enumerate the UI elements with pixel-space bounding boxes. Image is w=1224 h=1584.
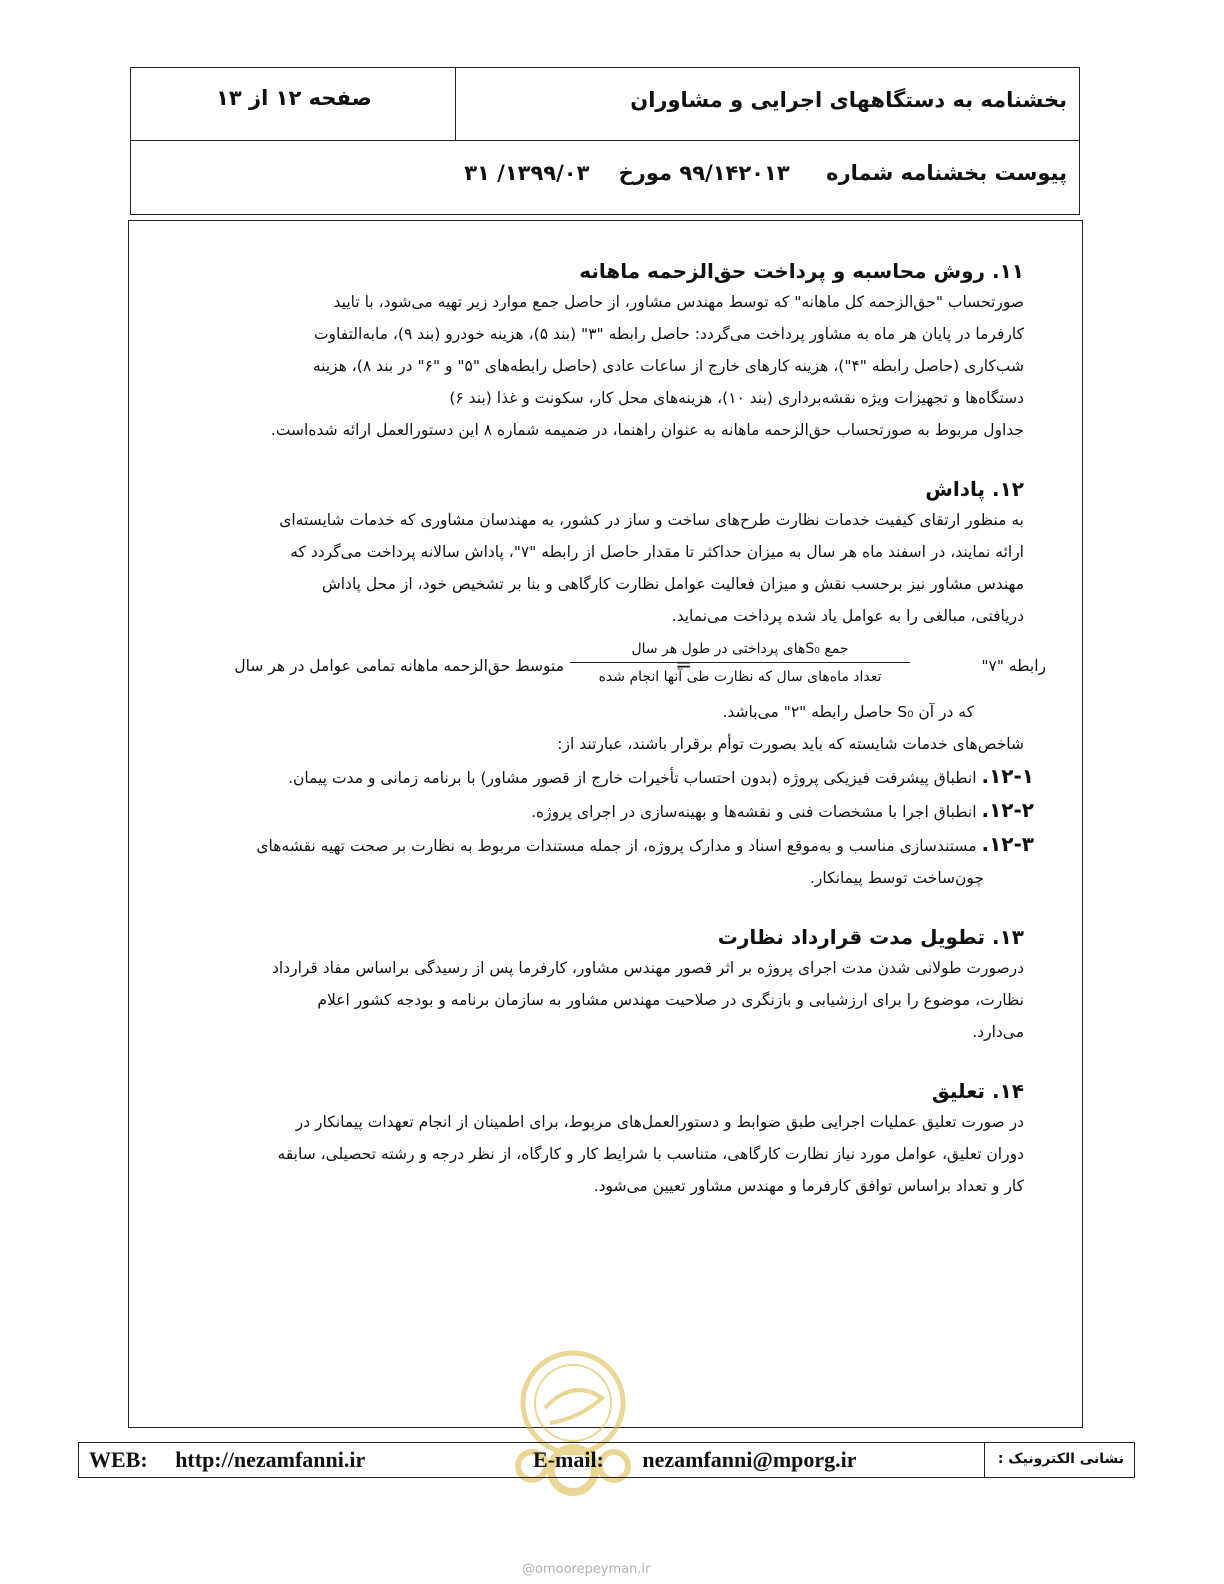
criteria-item-3-text: مستندسازی مناسب و به‌موقع اسناد و مدارک پروژه، از جمله مستندات مربوط به نظارت بر صحت تهیه نقشه‌های xyxy=(256,837,977,855)
circular-date: ۱۳۹۹/۰۳/ ۳۱ xyxy=(464,161,590,185)
web-label: WEB: xyxy=(89,1447,148,1472)
section-12-line-4: دریافتی، مبالغی را به عوامل یاد شده پرداخت می‌نماید. xyxy=(671,607,1024,625)
footer-bar xyxy=(78,1442,1135,1478)
footer-email xyxy=(533,1447,857,1473)
header-box xyxy=(130,67,1080,215)
circular-title: بخشنامه به دستگاههای اجرایی و مشاوران xyxy=(455,68,1079,140)
header-row-top xyxy=(131,68,1079,141)
date-label: مورخ xyxy=(618,161,673,185)
criteria-item-2 xyxy=(168,794,1034,828)
footer-web xyxy=(89,1447,365,1473)
formula-lhs: متوسط حق‌الزحمه ماهانه تمامی عوامل در هر سال xyxy=(234,657,564,675)
criteria-item-3-continuation: چون‌ساخت توسط پیمانکار. xyxy=(809,869,984,887)
criteria-item-3-number: ۱۲-۳. xyxy=(981,832,1034,856)
formula-numerator: جمع S₀های پرداختی در طول هر سال xyxy=(570,636,910,663)
section-14-line-2: دوران تعلیق، عوامل مورد نیاز نظارت کارگاهی، متناسب با شرایط کار و کارگاه، از نظر درجه و رشته تحصیلی، سابقه xyxy=(277,1145,1024,1163)
formula-7 xyxy=(168,636,1046,694)
section-13-line-1: درصورت طولانی شدن مدت اجرای پروژه بر اثر قصور مهندس مشاور، کارفرما پس از رسیدگی براساس مفاد قرارداد xyxy=(271,959,1024,977)
section-13-line-2: نظارت، موضوع را برای ارزشیابی و بازنگری در صلاحیت مهندس مشاور به سازمان برنامه و بودجه کشور اعلام xyxy=(317,991,1024,1009)
section-12-line-3: مهندس مشاور نیز برحسب نقش و میزان فعالیت عوامل نظارت کارگاهی و بنا بر تشخیص خود، از محل پاداش xyxy=(321,575,1024,593)
section-12-title: ۱۲. پاداش xyxy=(925,477,1024,501)
section-11-line-4: دستگاه‌ها و تجهیزات ویژه نقشه‌برداری (بند ۱۰)، هزینه‌های محل کار، سکونت و غذا (بند ۶) xyxy=(449,389,1024,407)
web-link[interactable]: http://nezamfanni.ir xyxy=(175,1447,366,1472)
section-11-title: ۱۱. روش محاسبه و پرداخت حق‌الزحمه ماهانه xyxy=(579,259,1024,283)
electronic-address-label: نشانی الکترونیک : xyxy=(984,1443,1134,1477)
formula-fraction xyxy=(570,636,910,691)
section-11-line-5: جداول مربوط به صورتحساب حق‌الزحمه ماهانه به عنوان راهنما، در ضمیمه شماره ۸ این دستورالعمل ارائه شده‌است. xyxy=(270,421,1024,439)
watermark-caption: @omoorepeyman.ir xyxy=(522,1562,651,1577)
criteria-item-2-number: ۱۲-۲. xyxy=(981,798,1034,822)
criteria-item-3 xyxy=(168,828,1034,862)
circular-number: ۹۹/۱۴۲۰۱۳ xyxy=(679,161,790,185)
email-label: E-mail: xyxy=(533,1447,604,1472)
section-14-line-3: کار و تعداد براساس توافق کارفرما و مهندس مشاور تعیین می‌شود. xyxy=(593,1177,1024,1195)
section-14-line-1: در صورت تعلیق عملیات اجرایی طبق ضوابط و دستورالعمل‌های مربوط، برای اطمینان از انجام تعهدات پیمانکار در xyxy=(295,1113,1024,1131)
section-12-line-2: ارائه نمایند، در اسفند ماه هر سال به میزان حداکثر تا مقدار حاصل از رابطه "۷"، پاداش سالانه پرداخت می‌گردد که xyxy=(290,543,1024,561)
formula-note: که در آن S₀ حاصل رابطه "۲" می‌باشد. xyxy=(722,703,974,721)
formula-label: رابطه "۷" xyxy=(981,657,1046,675)
section-14-title: ۱۴. تعلیق xyxy=(931,1079,1024,1103)
email-link[interactable]: nezamfanni@mporg.ir xyxy=(642,1447,857,1472)
section-11-line-3: شب‌کاری (حاصل رابطه "۴")، هزینه کارهای خارج از ساعات عادی (حاصل رابطه‌های "۵" و "۶" در بند ۸)، هزینه xyxy=(312,357,1024,375)
criteria-item-1-text: انطباق پیشرفت فیزیکی پروژه (بدون احتساب تأخیرات خارج از قصور مشاور) با برنامه زمانی و مدت پیمان. xyxy=(288,769,977,787)
page-number: صفحه ۱۲ از ۱۳ xyxy=(216,86,372,110)
criteria-item-1 xyxy=(168,760,1034,794)
attachment-line xyxy=(131,141,1079,214)
section-11-line-2: کارفرما در پایان هر ماه به مشاور پرداخت می‌گردد: حاصل رابطه "۳" (بند ۵)، هزینه خودرو (بند ۹)، مابه‌التفاوت xyxy=(313,325,1024,343)
criteria-item-1-number: ۱۲-۱. xyxy=(981,764,1034,788)
formula-equals: = xyxy=(675,652,692,676)
section-13-title: ۱۳. تطویل مدت قرارداد نظارت xyxy=(717,925,1024,949)
criteria-item-2-text: انطباق اجرا با مشخصات فنی و نقشه‌ها و بهینه‌سازی در اجرای پروژه. xyxy=(531,803,977,821)
section-11-line-1: صورتحساب "حق‌الزحمه کل ماهانه" که توسط مهندس مشاور، از حاصل جمع موارد زیر تهیه می‌شود، با تایید xyxy=(333,293,1024,311)
document-body xyxy=(168,256,1046,1202)
criteria-intro: شاخص‌های خدمات شایسته که باید بصورت توأم برقرار باشند، عبارتند از: xyxy=(557,735,1024,753)
section-12-line-1: به منظور ارتقای کیفیت خدمات نظارت طرح‌های ساخت و ساز در کشور، به مهندسان مشاوری که خدمات شایسته‌ای xyxy=(279,511,1024,529)
formula-denominator: تعداد ماه‌های سال که نظارت طی آنها انجام شده xyxy=(598,669,882,685)
section-13-line-3: می‌دارد. xyxy=(972,1023,1024,1041)
attachment-label: پیوست بخشنامه شماره xyxy=(826,161,1067,185)
